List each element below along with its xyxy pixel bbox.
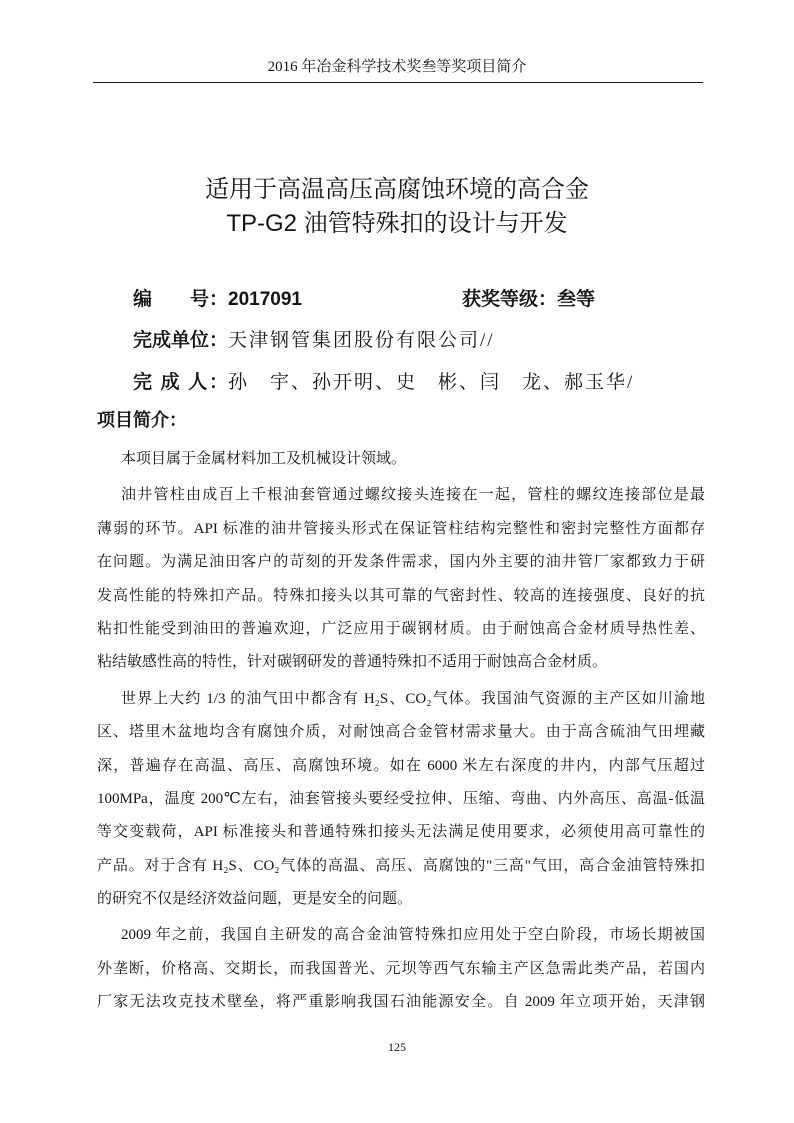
title-line-2: TP-G2 油管特殊扣的设计与开发 — [226, 210, 568, 237]
intro-body — [97, 443, 705, 1020]
paragraph-line: 产品。对于含有 H₂S、CO₂气体的高温、高压、高腐蚀的"三高"气田，高合金油管特殊扣 — [97, 857, 705, 874]
running-header: 2016 年冶金科学技术奖叁等奖项目简介 — [267, 59, 527, 75]
paragraph-line: 世界上大约 1/3 的油气田中都含有 H₂S、CO₂气体。我国油气资源的主产区如川渝地 — [121, 690, 705, 707]
completers-label: 完 成 人： — [133, 372, 228, 393]
paragraph-line: 厂家无法攻克技术壁垒，将严重影响我国石油能源安全。自 2009 年立项开始，天津钢 — [97, 994, 705, 1011]
project-number-label: 编 号： — [133, 289, 229, 310]
award-level-value: 叁等 — [557, 289, 596, 310]
paragraph-line: 等交变载荷，API 标准接头和普通特殊扣接头无法满足使用要求，必须使用高可靠性的 — [97, 824, 705, 841]
paragraph-line: 发高性能的特殊扣产品。特殊扣接头以其可靠的气密封性、较高的连接强度、良好的抗 — [97, 587, 705, 604]
paragraph-line: 区、塔里木盆地均含有腐蚀介质，对耐蚀高合金管材需求量大。由于高含硫油气田埋藏 — [97, 724, 705, 741]
paragraph-line: 粘结敏感性高的特性，针对碳钢研发的普通特殊扣不适用于耐蚀高合金材质。 — [97, 654, 608, 671]
paragraph-line: 本项目属于金属材料加工及机械设计领域。 — [121, 451, 407, 467]
award-level-row — [462, 287, 595, 313]
paragraph-line: 深，普遍存在高温、高压、高腐蚀环境。如在 6000 米左右深度的井内，内部气压超过 — [97, 757, 705, 774]
paragraph-line: 外垄断，价格高、交期长，而我国普光、元坝等西气东输主产区急需此类产品，若国内 — [97, 960, 705, 977]
paragraph-line: 粘扣性能受到油田的普遍欢迎，广泛应用于碳钢材质。由于耐蚀高合金材质导热性差、 — [97, 620, 705, 637]
completers-value: 孙 宇、孙开明、史 彬、闫 龙、郝玉华/ — [228, 372, 635, 393]
paragraph-line: 的研究不仅是经济效益问题，更是安全的问题。 — [97, 891, 413, 908]
intro-heading: 项目简介： — [97, 410, 187, 430]
paragraph-line: 100MPa，温度 200℃左右，油套管接头要经受拉伸、压缩、弯曲、内外高压、高温-低温 — [97, 790, 705, 807]
paragraph-4 — [97, 919, 705, 1019]
header-rule — [93, 82, 703, 83]
paragraph-line: 在问题。为满足油田客户的苛刻的开发条件需求，国内外主要的油井管厂家都致力于研 — [97, 554, 705, 571]
paragraph-line: 油井管柱由成百上千根油套管通过螺纹接头连接在一起，管柱的螺纹连接部位是最 — [121, 487, 705, 504]
completion-unit-label: 完成单位： — [133, 330, 229, 351]
paragraph-line: 2009 年之前，我国自主研发的高合金油管特殊扣应用处于空白阶段，市场长期被国 — [121, 927, 705, 944]
paragraph-1 — [97, 443, 705, 476]
project-number-row — [133, 287, 302, 313]
completion-unit-value: 天津钢管集团股份有限公司// — [228, 330, 495, 351]
completion-unit-row — [133, 328, 495, 354]
project-number-value: 2017091 — [228, 289, 302, 310]
paragraph-line: 薄弱的环节。API 标准的油井管接头形式在保证管柱结构完整性和密封完整性方面都存 — [97, 520, 705, 537]
completers-row — [133, 370, 634, 396]
title-line-1: 适用于高温高压高腐蚀环境的高合金 — [205, 176, 589, 203]
paragraph-2 — [97, 479, 705, 679]
award-level-label: 获奖等级： — [462, 289, 558, 310]
paragraph-3 — [97, 683, 705, 917]
page-number: 125 — [388, 1040, 406, 1054]
